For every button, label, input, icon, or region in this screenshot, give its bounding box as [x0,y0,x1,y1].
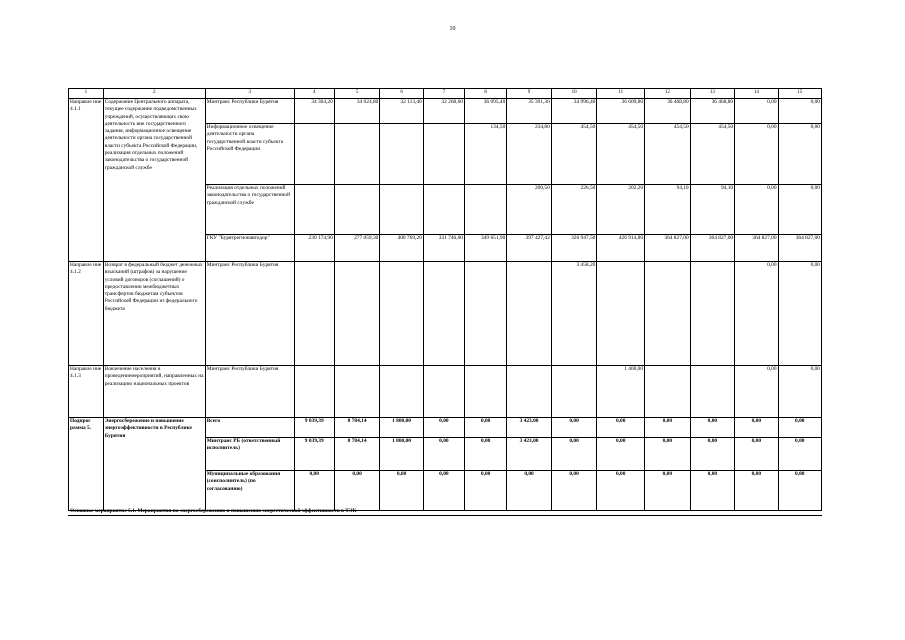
page-number: 10 [449,26,456,32]
value-cell: 94,10 [690,185,734,235]
value-cell [334,124,380,185]
value-cell: 0,00 [735,418,778,438]
value-cell: 0,00 [735,185,778,235]
value-cell [294,124,334,185]
value-cell: 0,00 [778,366,821,418]
value-cell: 32 268,60 [423,99,464,124]
value-cell: 0,00 [735,99,778,124]
value-cell: 331 746,00 [423,235,464,262]
executor-cell: Информационное освещение деятельности органа государственной власти субъекта Российской Федерации [205,124,294,185]
value-cell [597,262,645,366]
value-cell: 364 827,00 [645,235,691,262]
value-cell: 0,00 [551,438,597,471]
value-cell: 0,00 [735,124,778,185]
value-cell: 0,00 [690,438,734,471]
value-cell: 0,00 [645,438,691,471]
value-cell: 1 800,00 [380,438,423,471]
value-cell: 0,00 [735,471,778,511]
value-cell: 454,50 [597,124,645,185]
value-cell: 0,00 [778,418,821,438]
value-cell: 3 458,20 [551,262,597,366]
value-cell [334,366,380,418]
value-cell [380,185,423,235]
value-cell [294,262,334,366]
budget-table [68,88,822,511]
value-cell [334,185,380,235]
executor-cell: Минтранс Республики Бурятия [205,262,294,366]
value-cell: 0,00 [645,471,691,511]
column-header: 1 [69,89,104,99]
value-cell [690,366,734,418]
value-cell: 36 609,80 [597,99,645,124]
value-cell: 0,00 [423,471,464,511]
value-cell: 0,00 [735,438,778,471]
column-header: 8 [464,89,506,99]
value-cell: 34 996,40 [551,99,597,124]
activity-name-cell: Содержание Центрального аппарата, текущее содержание подведомственных учреждений, осуществляющих свою деятельность вне государственного задания, информационное освещение деятельности органа государственной власти субъекта Российской Федерации, реализация отдельных положений законодательства о государственной гражданской службе [103,99,205,262]
divider [68,515,822,516]
executor-cell: Муниципальные образования (соисполнитель) (по согласованию) [205,471,294,511]
value-cell [423,262,464,366]
value-cell: 36 095,40 [464,99,506,124]
value-cell: 0,00 [597,438,645,471]
value-cell [464,185,506,235]
value-cell [380,262,423,366]
column-header: 14 [735,89,778,99]
value-cell: 0,00 [294,471,334,511]
value-cell: 202,20 [597,185,645,235]
value-cell: 0,00 [423,438,464,471]
value-cell [334,262,380,366]
value-cell: 32 113,40 [380,99,423,124]
value-cell: 9 039,39 [294,418,334,438]
value-cell [464,366,506,418]
value-cell: 0,00 [778,471,821,511]
executor-cell: Реализация отдельных положений законодательства о государственной гражданской службе [205,185,294,235]
subprogram-name-cell: Энергосбережение и повышение энергоэффективности в Республике Бурятия [103,418,205,511]
table-row [69,99,822,124]
value-cell: 230 174,90 [294,235,334,262]
column-header: 3 [205,89,294,99]
value-cell: 364 827,00 [690,235,734,262]
value-cell: 426 914,80 [597,235,645,262]
value-cell [507,366,551,418]
value-cell: 0,00 [597,418,645,438]
value-cell: 36 468,80 [645,99,691,124]
value-cell [423,124,464,185]
value-cell: 3 423,00 [507,438,551,471]
subprogram-code-cell: Подпрог рамма 5. [69,418,104,511]
value-cell [294,366,334,418]
value-cell: 326 947,50 [551,235,597,262]
value-cell: 0,00 [778,99,821,124]
main-activity-caption: Основное мероприятие 5.1. Мероприятия по энергосбережению и повышению энергетической эффективности в ТЭК [70,508,357,514]
column-header: 12 [645,89,691,99]
executor-cell: Всего [205,418,294,438]
value-cell [464,262,506,366]
value-cell: 0,00 [551,418,597,438]
column-number-row [69,89,822,99]
value-cell: 35 391,30 [507,99,551,124]
value-cell: 0,00 [735,262,778,366]
value-cell: 397 427,42 [507,235,551,262]
value-cell: 0,00 [778,262,821,366]
value-cell [690,262,734,366]
column-header: 4 [294,89,334,99]
value-cell: 9 039,39 [294,438,334,471]
value-cell: 364 827,00 [735,235,778,262]
value-cell: 0,00 [690,471,734,511]
value-cell [380,124,423,185]
value-cell: 0,00 [507,471,551,511]
value-cell: 0,00 [690,418,734,438]
value-cell: 0,00 [778,124,821,185]
table-row [69,418,822,438]
value-cell: 0,00 [778,185,821,235]
value-cell: 8 784,14 [334,418,380,438]
value-cell: 34 364,20 [294,99,334,124]
executor-cell: Минтранс Республики Бурятия [205,366,294,418]
column-header: 6 [380,89,423,99]
activity-name-cell: Вовлечение населения в проведениемероприятий, направленных на реализацию национальных проектов [103,366,205,418]
column-header: 5 [334,89,380,99]
value-cell [423,366,464,418]
value-cell: 8 784,14 [334,438,380,471]
direction-code-cell: Направле ние 4.1.3 [69,366,104,418]
column-header: 9 [507,89,551,99]
value-cell: 200,50 [507,185,551,235]
activity-name-cell: Возврат в федеральный бюджет денежных взысканий (штрафов) за нарушение условий договоров (соглашений) о предоставлении межбюджетных трансфертов бюджетам субъектов Российской Федерации из федерального бюджета [103,262,205,366]
value-cell [645,366,691,418]
value-cell [645,262,691,366]
value-cell: 0,00 [423,418,464,438]
column-header: 10 [551,89,597,99]
value-cell: 277 059,30 [334,235,380,262]
value-cell: 1 400,00 [597,366,645,418]
column-header: 7 [423,89,464,99]
executor-cell: Минтранс РБ (ответственный исполнитель) [205,438,294,471]
value-cell: 94,10 [645,185,691,235]
value-cell [551,366,597,418]
executor-cell: ГКУ "Бурятрегионавтодор" [205,235,294,262]
value-cell: 0,00 [380,471,423,511]
value-cell: 0,00 [464,418,506,438]
value-cell: 0,00 [597,471,645,511]
table-row [69,366,822,418]
value-cell: 0,00 [464,471,506,511]
column-header: 13 [690,89,734,99]
value-cell: 349 651,90 [464,235,506,262]
value-cell: 3 423,00 [507,418,551,438]
value-cell: 0,00 [334,471,380,511]
column-header: 11 [597,89,645,99]
value-cell: 134,50 [464,124,506,185]
value-cell: 454,50 [645,124,691,185]
value-cell [507,262,551,366]
value-cell: 1 800,00 [380,418,423,438]
value-cell [423,185,464,235]
executor-cell: Минтранс Республики Бурятия [205,99,294,124]
table-row [69,262,822,366]
value-cell: 0,00 [778,438,821,471]
value-cell: 400 769,20 [380,235,423,262]
value-cell: 34 024,80 [334,99,380,124]
value-cell: 226,50 [551,185,597,235]
direction-code-cell: Направле ние 4.1.2 [69,262,104,366]
direction-code-cell: Направле ние 4.1.1 [69,99,104,262]
value-cell: 454,50 [690,124,734,185]
value-cell: 36 468,80 [690,99,734,124]
value-cell [294,185,334,235]
value-cell: 0,00 [551,471,597,511]
value-cell: 454,50 [551,124,597,185]
value-cell: 0,00 [735,366,778,418]
value-cell: 0,00 [645,418,691,438]
value-cell: 0,00 [464,438,506,471]
column-header: 2 [103,89,205,99]
column-header: 15 [778,89,821,99]
value-cell [380,366,423,418]
value-cell: 364 827,00 [778,235,821,262]
value-cell: 234,80 [507,124,551,185]
